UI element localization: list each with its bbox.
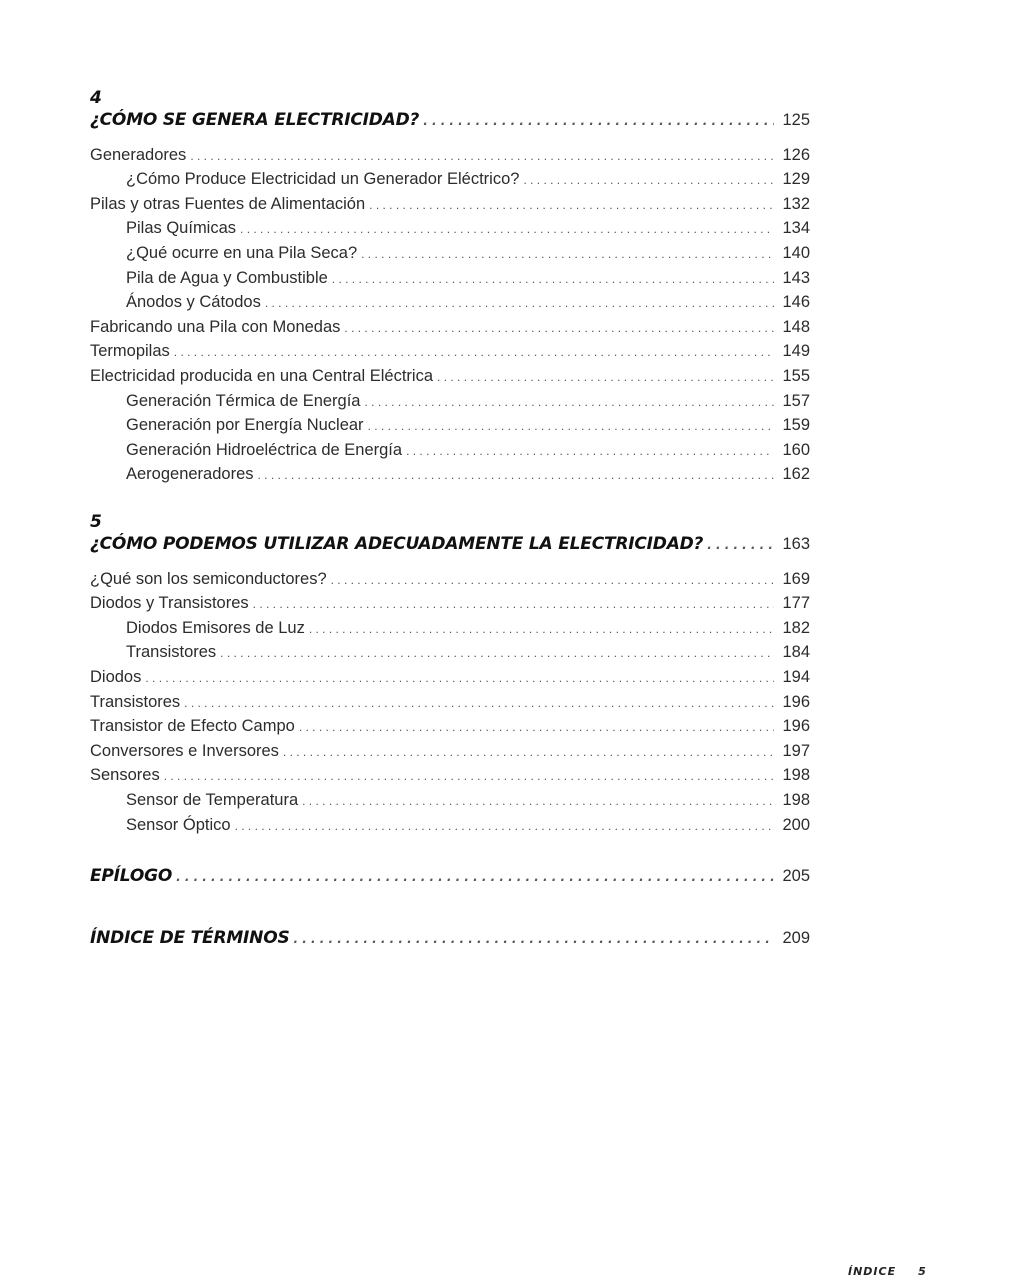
footer-word: ÍNDICE — [848, 1265, 897, 1278]
dot-leader — [331, 568, 774, 593]
dot-leader — [265, 291, 774, 316]
toc-entry-page: 159 — [782, 416, 810, 435]
toc-entry-page: 194 — [782, 667, 810, 686]
chapter-number: 4 — [90, 88, 102, 108]
toc-entry-label: Aerogeneradores — [126, 465, 254, 484]
chapter-5-entries — [90, 567, 810, 838]
toc-entry — [90, 315, 810, 340]
dot-leader — [361, 242, 774, 267]
toc-entry-label: ¿Qué son los semiconductores? — [90, 569, 327, 588]
indice-terminos-row — [90, 926, 810, 951]
toc-entry-page: 197 — [782, 741, 810, 760]
dot-leader — [240, 217, 774, 242]
toc-entry — [90, 591, 810, 616]
toc-entry-label: Transistor de Efecto Campo — [90, 717, 295, 736]
toc-entry — [90, 290, 810, 315]
toc-entry-page: 182 — [782, 618, 810, 637]
toc-entry-page: 140 — [782, 243, 810, 262]
toc-entry-page: 143 — [782, 268, 810, 287]
toc-entry — [90, 616, 810, 641]
dot-leader — [707, 533, 774, 558]
page-number: 205 — [782, 867, 810, 885]
page-number: 125 — [782, 111, 810, 129]
dot-leader — [368, 414, 774, 439]
chapter-number: 5 — [90, 512, 102, 532]
toc-entry-page: 132 — [782, 194, 810, 213]
toc-entry — [90, 739, 810, 764]
toc-entry-label: Generación por Energía Nuclear — [126, 416, 364, 435]
dot-leader — [332, 267, 774, 292]
chapter-title-row — [90, 532, 810, 557]
page-footer — [848, 1265, 927, 1278]
toc-entry — [90, 339, 810, 364]
toc-entry — [90, 567, 810, 592]
toc-entry-label: Generación Térmica de Energía — [126, 391, 361, 410]
toc-entry-page: 129 — [782, 170, 810, 189]
toc-entry — [90, 640, 810, 665]
toc-entry — [90, 241, 810, 266]
toc-entry — [90, 788, 810, 813]
toc-entry-label: Sensor Óptico — [126, 815, 231, 834]
toc-entry-label: Ánodos y Cátodos — [126, 293, 261, 312]
toc-entry-label: Sensor de Temperatura — [126, 790, 299, 809]
toc-entry-label: Transistores — [126, 643, 217, 662]
toc-entry-label: Diodos Emisores de Luz — [126, 618, 305, 637]
toc-entry — [90, 389, 810, 414]
toc-entry-label: Termopilas — [90, 342, 170, 361]
toc-entry — [90, 143, 810, 168]
toc-entry — [90, 690, 810, 715]
epilogo-row — [90, 864, 810, 889]
toc-entry-label: Diodos — [90, 667, 142, 686]
toc-entry-page: 149 — [782, 342, 810, 361]
toc-entry — [90, 462, 810, 487]
toc-entry — [90, 192, 810, 217]
dot-leader — [145, 666, 774, 691]
toc-entry-label: Pila de Agua y Combustible — [126, 268, 328, 287]
toc-entry — [90, 413, 810, 438]
toc-entry-label: Transistores — [90, 692, 181, 711]
toc-entry-page: 198 — [782, 766, 810, 785]
toc-entry-label: Electricidad producida en una Central Eléctrica — [90, 366, 434, 385]
toc-entry-label: Sensores — [90, 766, 160, 785]
toc-entry — [90, 665, 810, 690]
dot-leader — [309, 617, 774, 642]
epilogo-title: EPÍLOGO — [90, 866, 173, 886]
chapter-4 — [90, 88, 810, 487]
toc-entry-label: Pilas y otras Fuentes de Alimentación — [90, 194, 366, 213]
toc-entry-label: Generación Hidroeléctrica de Energía — [126, 440, 403, 459]
toc-entry-label: ¿Qué ocurre en una Pila Seca? — [126, 243, 358, 262]
toc-entry-label: Pilas Químicas — [126, 219, 237, 238]
dot-leader — [302, 789, 774, 814]
toc-entry-page: 134 — [782, 219, 810, 238]
dot-leader — [299, 715, 774, 740]
dot-leader — [406, 439, 774, 464]
toc-entry-page: 148 — [782, 317, 810, 336]
dot-leader — [344, 316, 774, 341]
chapter-5 — [90, 512, 810, 837]
toc-entry-page: 162 — [782, 465, 810, 484]
dot-leader — [190, 144, 774, 169]
chapter-title-row — [90, 108, 810, 133]
dot-leader — [423, 109, 774, 134]
toc-entry-label: Conversores e Inversores — [90, 741, 279, 760]
toc-entry-page: 196 — [782, 692, 810, 711]
dot-leader — [235, 814, 774, 839]
toc-entry-label: Diodos y Transistores — [90, 594, 249, 613]
toc-entry-page: 169 — [782, 569, 810, 588]
chapter-4-entries — [90, 143, 810, 487]
toc-entry-page: 146 — [782, 293, 810, 312]
toc-entry-label: Fabricando una Pila con Monedas — [90, 317, 341, 336]
toc-entry — [90, 763, 810, 788]
toc-entry — [90, 364, 810, 389]
dot-leader — [294, 927, 774, 952]
toc-entry-label: Generadores — [90, 145, 187, 164]
page-number: 209 — [782, 929, 810, 947]
toc-entry — [90, 813, 810, 838]
dot-leader — [220, 641, 774, 666]
toc-entry-page: 155 — [782, 366, 810, 385]
toc-entry-page: 160 — [782, 440, 810, 459]
dot-leader — [176, 865, 774, 890]
toc-entry — [90, 714, 810, 739]
dot-leader — [253, 592, 774, 617]
toc-entry-page: 157 — [782, 391, 810, 410]
page-number: 163 — [782, 535, 810, 553]
dot-leader — [365, 390, 775, 415]
dot-leader — [258, 463, 774, 488]
toc-entry — [90, 438, 810, 463]
dot-leader — [164, 764, 774, 789]
toc-entry-label: ¿Cómo Produce Electricidad un Generador Eléctrico? — [126, 170, 520, 189]
toc-entry-page: 200 — [782, 815, 810, 834]
chapter-title: ¿CÓMO SE GENERA ELECTRICIDAD? — [90, 110, 420, 130]
dot-leader — [174, 340, 774, 365]
dot-leader — [369, 193, 774, 218]
toc-entry — [90, 167, 810, 192]
footer-page-number: 5 — [918, 1265, 927, 1278]
dot-leader — [523, 168, 774, 193]
toc-entry-page: 126 — [782, 145, 810, 164]
dot-leader — [437, 365, 774, 390]
dot-leader — [283, 740, 774, 765]
toc-entry-page: 196 — [782, 717, 810, 736]
toc-entry-page: 184 — [782, 643, 810, 662]
chapter-title: ¿CÓMO PODEMOS UTILIZAR ADECUADAMENTE LA ELECTRICIDAD? — [90, 534, 704, 554]
dot-leader — [184, 691, 774, 716]
indice-title: ÍNDICE DE TÉRMINOS — [90, 928, 290, 948]
toc-entry — [90, 216, 810, 241]
toc-entry — [90, 266, 810, 291]
toc-entry-page: 198 — [782, 790, 810, 809]
toc-entry-page: 177 — [782, 594, 810, 613]
